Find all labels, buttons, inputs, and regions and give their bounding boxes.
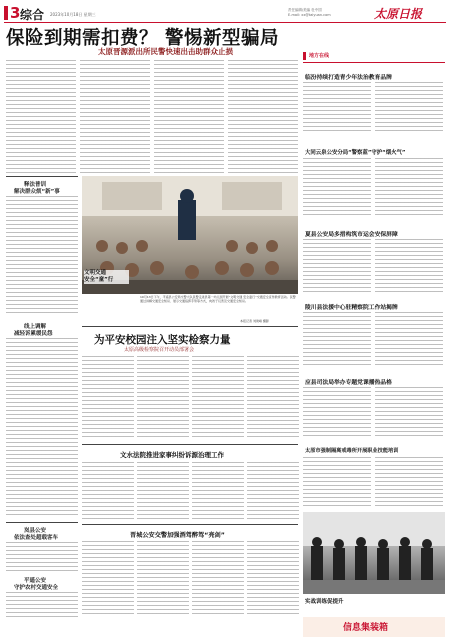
right-item-4-title: 陵川县法援中心驻精察院工作站揭牌 — [305, 305, 398, 311]
right-column — [303, 52, 445, 617]
sidebar-title-3: 线上调解 — [24, 324, 47, 330]
lead-body-col-1 — [6, 60, 76, 173]
right-item-5-body-b — [375, 387, 443, 439]
middle2-body-4 — [247, 462, 299, 520]
right-tag-bar — [303, 52, 306, 60]
middle-body-1 — [82, 356, 134, 440]
middle-headline-3: 晋城公安交警加强酒驾醉驾“亮剑” — [130, 532, 225, 539]
middle-body-3 — [192, 356, 244, 440]
photo-caption-big: 文明交通 安全“童”行 — [84, 270, 129, 284]
middle3-body-2 — [137, 541, 189, 617]
left-sidebar — [6, 176, 78, 620]
sidebar-body-4 — [6, 592, 78, 620]
sidebar-title-5: 岚县公安 — [24, 528, 47, 534]
middle2-body-2 — [137, 462, 189, 520]
middle3-body-4 — [247, 541, 299, 617]
footer-ad — [303, 617, 445, 637]
sidebar-title-8: 守护农村交通安全 — [14, 585, 59, 591]
section-tab — [4, 6, 8, 20]
brand-logo: 太原日报 — [374, 7, 423, 21]
middle-rule-top — [82, 326, 298, 327]
right-item-1-title: 临汾持续打造青少年法治教育品牌 — [305, 75, 392, 81]
right-item-2-title: 大同云泉公安分局“警察蓝”守护“烟火气” — [305, 150, 406, 156]
right-item-6-body-a — [303, 457, 371, 507]
police-training-illustration — [303, 512, 445, 594]
sidebar-title-2: 解决群众烦“新”事 — [14, 189, 60, 195]
editor-line-2: E-mail: xx@taiyuan.com — [288, 13, 331, 17]
sidebar-title-6: 依法查处超载客车 — [14, 535, 59, 541]
middle-headline: 为平安校园注入坚实检察力量 — [94, 334, 231, 346]
editor-line-1: 责任编辑/美编 杜中国 — [288, 8, 322, 12]
sidebar-body-2 — [6, 338, 78, 516]
middle-body-4 — [247, 356, 299, 440]
sidebar-body-3 — [6, 542, 78, 572]
middle3-body-1 — [82, 541, 134, 617]
lead-subheadline: 太原晋源派出所民警快速出击助群众止损 — [98, 47, 233, 56]
lead-body-col-3 — [154, 60, 224, 173]
right-item-1-body-a — [303, 82, 371, 132]
middle-body-2 — [137, 356, 189, 440]
right-tag-rule — [303, 62, 445, 63]
middle3-body-3 — [192, 541, 244, 617]
sidebar-title-7: 平遥公安 — [24, 578, 47, 584]
right-item-2-body-b — [375, 158, 443, 218]
right-item-6-title: 太原市强制隔离戒毒所开展职业技能培训 — [305, 448, 399, 454]
photo-caption-body: 10月13日下午，平遥县公安局交警大队民警走进县第一幼儿园开展“文明交通 安全童行”交通安全宣传教育活动。民警通过讲解交通安全知识、展示交通指挥手势等方式，向孩子们普及交通安全知识。 — [140, 295, 296, 303]
middle-rule-3 — [82, 524, 298, 525]
right-photo-caption: 实战训练促提升 — [305, 599, 344, 605]
photo-caption-credit: 本报记者 刘建峰 摄影 — [240, 319, 269, 323]
left-rule-mid — [6, 522, 78, 523]
middle2-body-1 — [82, 462, 134, 520]
footer-ad-brand: 信息集装箱 — [343, 623, 389, 633]
right-item-2-body-a — [303, 158, 371, 218]
lead-body-col-4 — [228, 60, 298, 173]
right-item-4-body-b — [375, 312, 443, 368]
masthead-rule — [4, 22, 446, 23]
right-item-3-body-a — [303, 239, 371, 293]
section-number: 3 — [10, 4, 21, 22]
middle2-body-3 — [192, 462, 244, 520]
sidebar-title-4: 减轻诉累缓民怨 — [14, 331, 53, 337]
section-name: 综合 — [20, 8, 45, 22]
right-item-5-title: 应县司法局举办专题党课播热品格 — [305, 380, 392, 386]
sidebar-title-1: 释法普训 — [24, 182, 47, 188]
right-item-3-body-b — [375, 239, 443, 293]
date-line: 2023年10月18日 星期三 — [50, 12, 96, 17]
middle-subheadline: 太原高级检察院召开动员部署会 — [124, 347, 195, 353]
middle-rule-2 — [82, 444, 298, 445]
sidebar-body-1 — [6, 196, 78, 316]
right-item-6-body-b — [375, 457, 443, 507]
right-item-5-body-a — [303, 387, 371, 439]
right-item-1-body-b — [375, 82, 443, 132]
right-item-3-title: 夏县公安局多措构筑市运会安保屏障 — [305, 232, 398, 238]
middle-headline-2: 文水法院推进家事纠纷诉源治理工作 — [120, 451, 224, 459]
right-tag: 地方在线 — [309, 53, 330, 59]
right-item-4-body-a — [303, 312, 371, 368]
lead-headline: 保险到期需扣费？ 警惕新型骗局 — [6, 28, 279, 49]
right-photo-police-training — [303, 512, 445, 594]
lead-body-col-2 — [80, 60, 150, 173]
left-rule-top — [6, 176, 78, 177]
